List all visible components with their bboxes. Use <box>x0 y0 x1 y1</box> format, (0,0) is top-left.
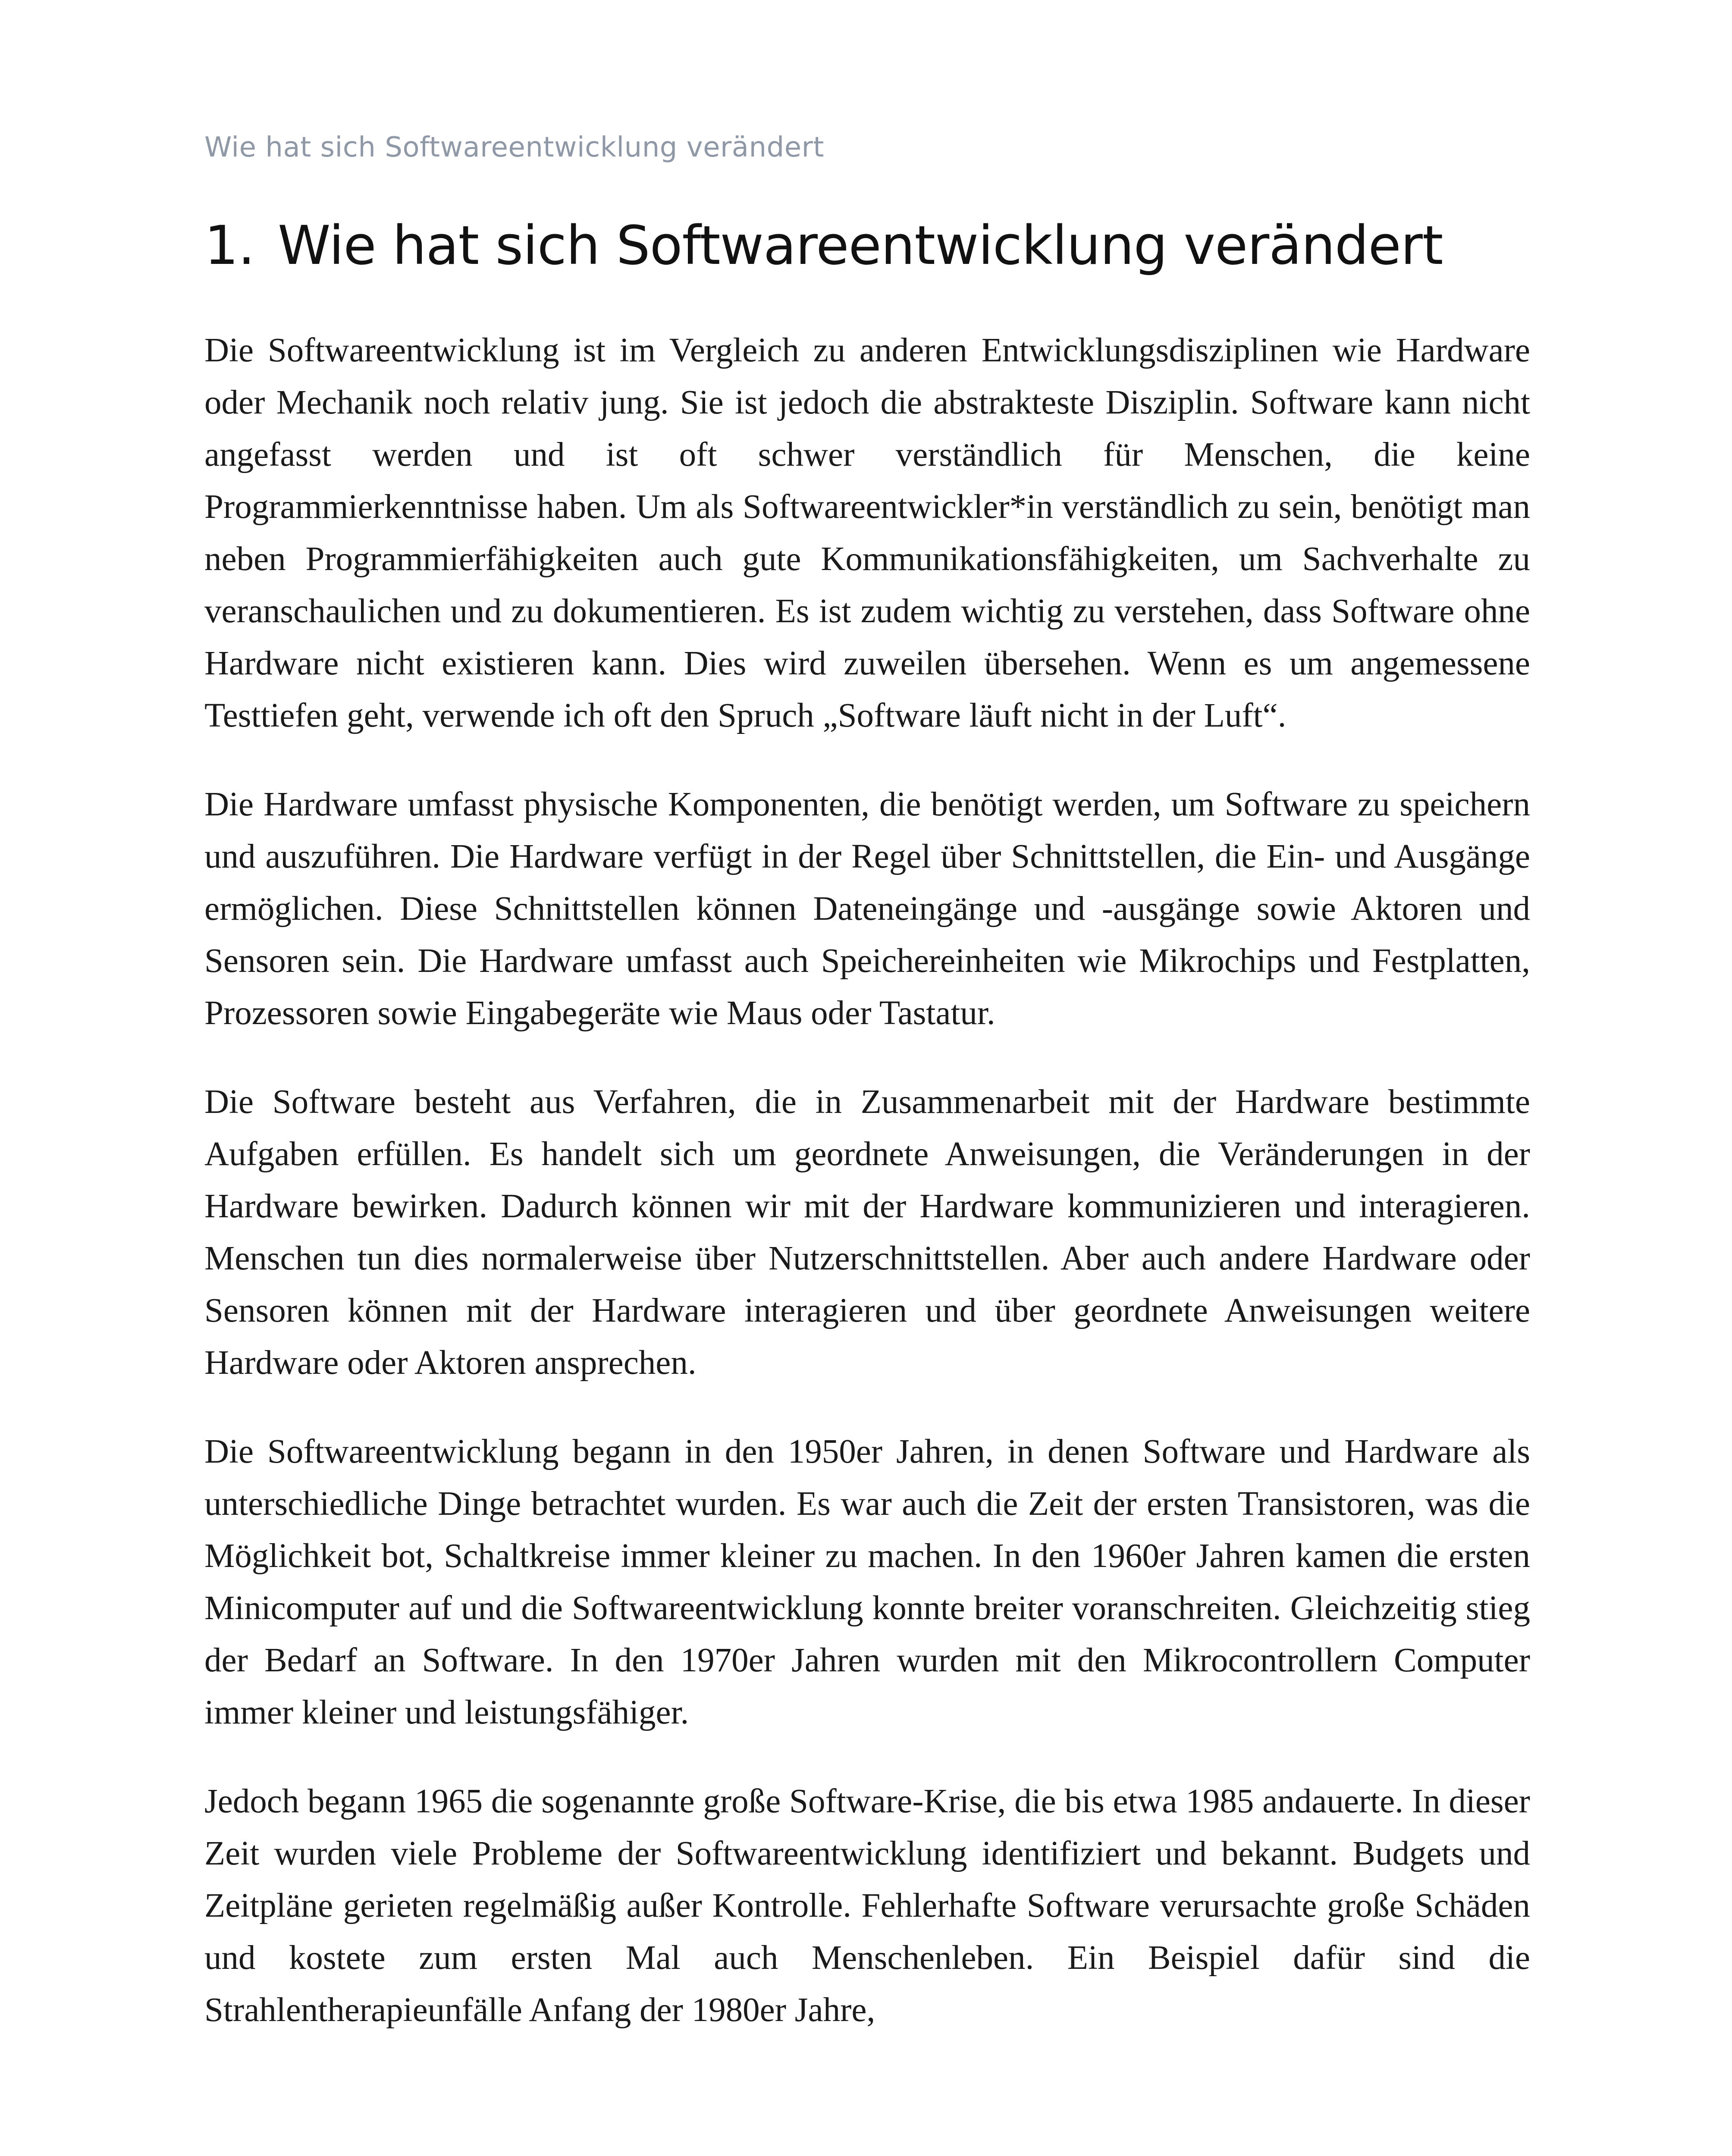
body-text <box>204 324 1530 2073</box>
paragraph: Jedoch begann 1965 die sogenannte große Software-Krise, die bis etwa 1985 andauerte. In dieser Zeit wurden viele Probleme der Softwareentwicklung identifiziert und bekannt. Budgets und Zeitpläne gerieten regelmäßig außer Kontrolle. Fehlerhafte Software verursachte große Schäden und kostete zum ersten Mal auch Menschenleben. Ein Beispiel dafür sind die Strahlentherapieunfälle Anfang der 1980er Jahre, <box>204 1783 1530 2029</box>
paragraph: Die Softwareentwicklung begann in den 1950er Jahren, in denen Software und Hardware als unterschiedliche Dinge betrachtet wurden. Es war auch die Zeit der ersten Transistoren, was die Möglichkeit bot, Schaltkreise immer kleiner zu machen. In den 1960er Jahren kamen die ersten Minicomputer auf und die Softwareentwicklung konnte breiter voranschreiten. Gleichzeitig stieg der Bedarf an Software. In den 1970er Jahren wurden mit den Mikrocontrollern Computer immer kleiner und leistungsfähiger. <box>204 1433 1530 1731</box>
paragraph: Die Hardware umfasst physische Komponenten, die benötigt werden, um Software zu speichern und auszuführen. Die Hardware verfügt in der Regel über Schnittstellen, die Ein- und Ausgänge ermöglichen. Diese Schnittstellen können Dateneingänge und -ausgänge sowie Aktoren und Sensoren sein. Die Hardware umfasst auch Speichereinheiten wie Mikrochips und Festplatten, Prozessoren sowie Eingabegeräte wie Maus oder Tastatur. <box>204 786 1530 1032</box>
paragraph: Die Softwareentwicklung ist im Vergleich zu anderen Entwicklungsdisziplinen wie Hardware oder Mechanik noch relativ jung. Sie ist jedoch die abstrakteste Disziplin. Software kann nicht angefasst werden und ist oft schwer verständlich für Menschen, die keine Programmierkenntnisse haben. Um als Softwareentwickler*in verständlich zu sein, benötigt man neben Programmierfähigkeiten auch gute Kommunikationsfähigkeiten, um Sachverhalte zu veranschaulichen und zu dokumentieren. Es ist zudem wichtig zu verstehen, dass Software ohne Hardware nicht existieren kann. Dies wird zuweilen übersehen. Wenn es um angemessene Testtiefen geht, verwende ich oft den Spruch „Software läuft nicht in der Luft“. <box>204 332 1530 734</box>
running-header: Wie hat sich Softwareentwicklung verändert <box>204 132 824 163</box>
chapter-title-text: Wie hat sich Softwareentwicklung verändert <box>278 215 1443 277</box>
chapter-number: 1. <box>204 215 255 277</box>
paragraph: Die Software besteht aus Verfahren, die in Zusammenarbeit mit der Hardware bestimmte Aufgaben erfüllen. Es handelt sich um geordnete Anweisungen, die Veränderungen in der Hardware bewirken. Dadurch können wir mit der Hardware kommunizieren und interagieren. Menschen tun dies normalerweise über Nutzerschnittstellen. Aber auch andere Hardware oder Sensoren können mit der Hardware interagieren und über geordnete Anweisungen weitere Hardware oder Aktoren ansprechen. <box>204 1083 1530 1382</box>
chapter-heading <box>204 215 1443 277</box>
